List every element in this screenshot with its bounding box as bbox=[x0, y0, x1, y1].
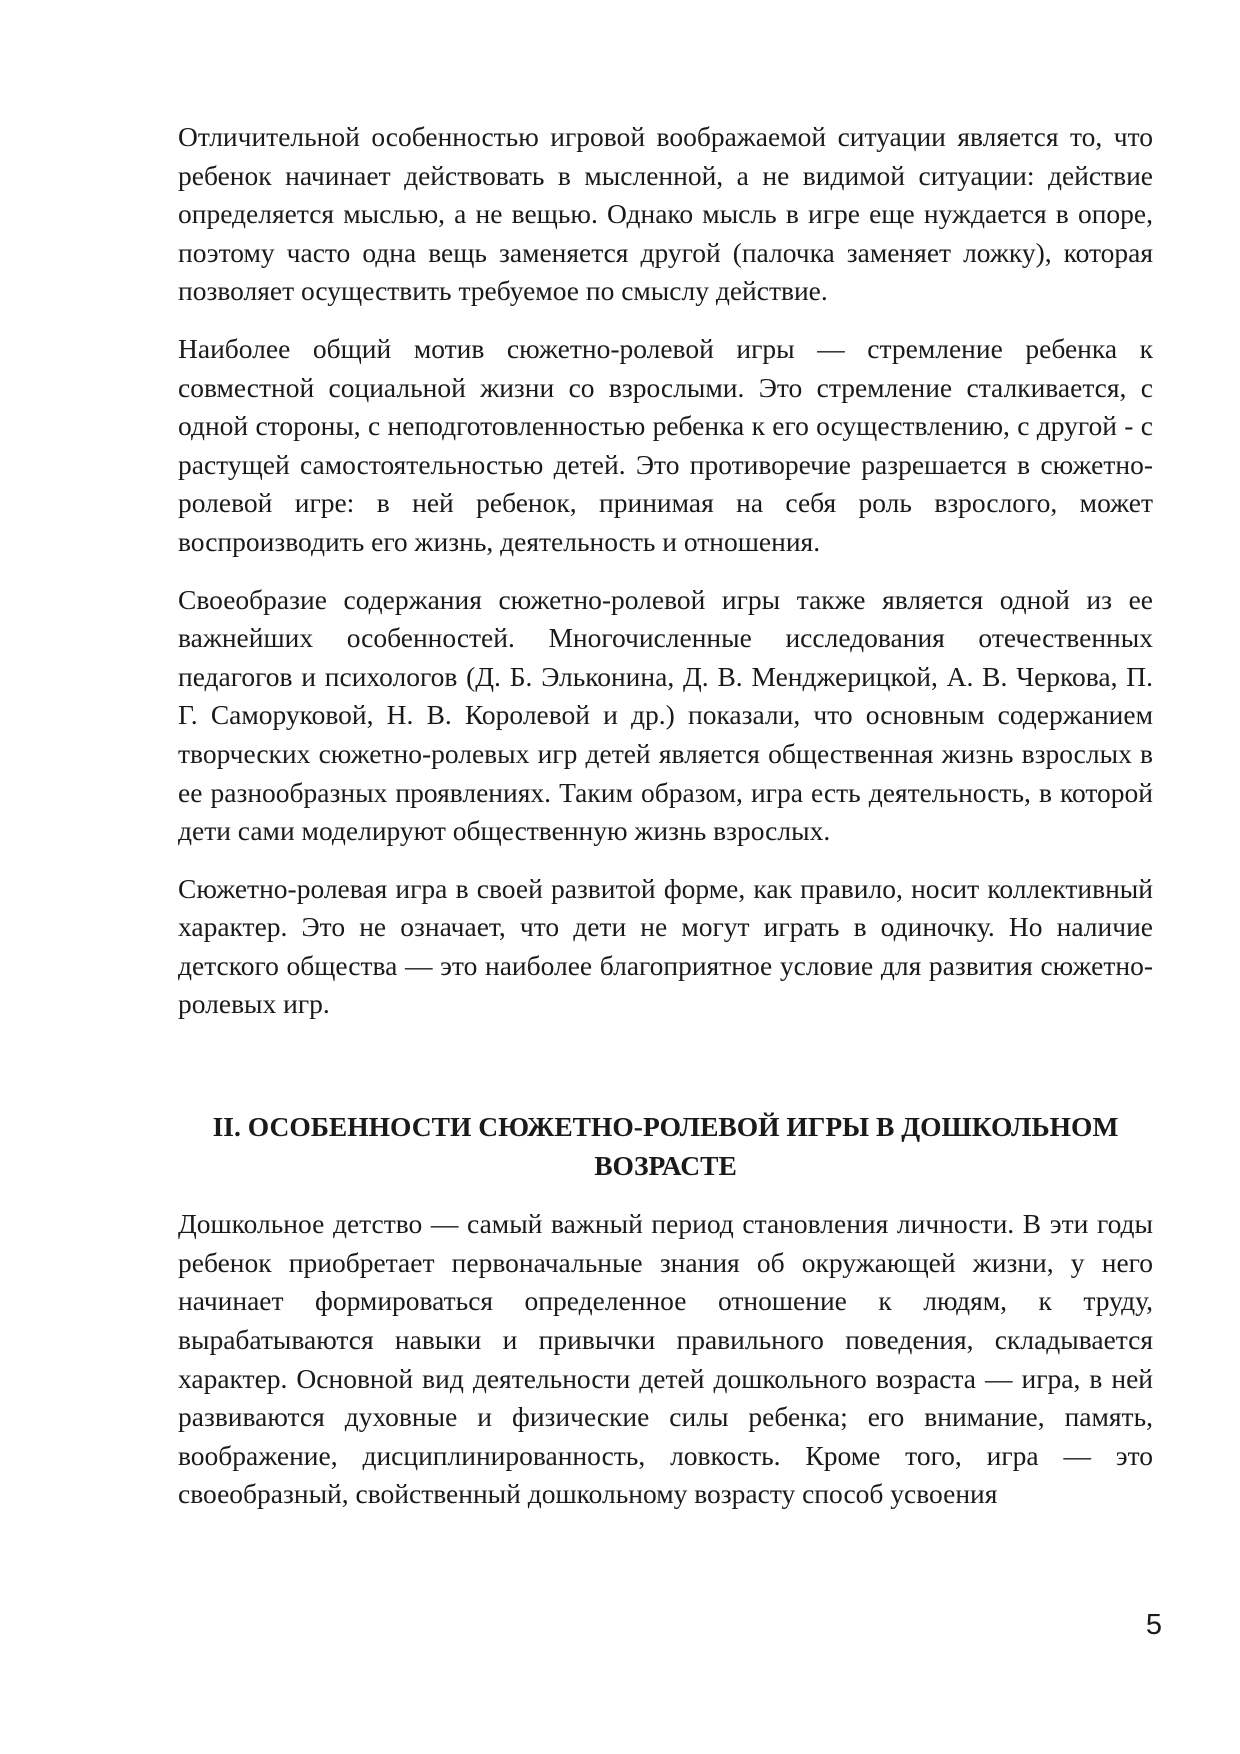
paragraph-collective-character: Сюжетно-ролевая игра в своей развитой форме, как правило, носит коллективный характер. Это не означает, что дети не могут играть в одиночку. Но наличие детского общества — это наиболее благоприятное условие для развития сюжетно-ролевых игр. bbox=[178, 872, 1153, 1020]
paragraph-preschool-childhood: Дошкольное детство — самый важный период становления личности. В эти годы ребенок приобретает первоначальные знания об окружающей жизни, у него начинает формироваться определенное отношение к людям, к труду, вырабатываются навыки и привычки правильного поведения, складывается характер. Основной вид деятельности детей дошкольного возраста — игра, в ней развиваются духовные и физические силы ребенка; его внимание, память, воображение, дисциплинированность, ловкость. Кроме того, игра — это своеобразный, свойственный дошкольному возрасту способ усвоения bbox=[178, 1208, 1153, 1510]
page-content bbox=[178, 118, 1153, 1533]
paragraph-imaginary-situation: Отличительной особенностью игровой воображаемой ситуации является то, что ребенок начинает действовать в мысленной, а не видимой ситуации: действие определяется мыслью, а не вещью. Однако мысль в игре еще нуждается в опоре, поэтому часто одна вещь заменяется другой (палочка заменяет ложку), которая позволяет осуществить требуемое по смыслу действие. bbox=[178, 121, 1153, 307]
section-heading-line-1: II. ОСОБЕННОСТИ СЮЖЕТНО-РОЛЕВОЙ ИГРЫ В ДОШКОЛЬНОМ bbox=[212, 1111, 1119, 1143]
paragraph-role-play-content: Своеобразие содержания сюжетно-ролевой игры также является одной из ее важнейших особенностей. Многочисленные исследования отечественных педагогов и психологов (Д. Б. Эльконина, Д. В. Менджерицкой, А. В. Черкова, П. Г. Саморуковой, Н. В. Королевой и др.) показали, что основным содержанием творческих сюжетно-ролевых игр детей является общественная жизнь взрослых в ее разнообразных проявлениях. Таким образом, игра есть деятельность, в которой дети сами моделируют общественную жизнь взрослых. bbox=[178, 583, 1153, 847]
section-heading bbox=[178, 1108, 1153, 1185]
paragraph-role-play-motive: Наиболее общий мотив сюжетно-ролевой игры — стремление ребенка к совместной социальной жизни со взрослыми. Это стремление сталкивается, с одной стороны, с неподготовленностью ребенка к его осуществлению, с другой - с растущей самостоятельностью детей. Это противоречие разрешается в сюжетно-ролевой игре: в ней ребенок, принимая на себя роль взрослого, может воспроизводить его жизнь, деятельность и отношения. bbox=[178, 332, 1153, 557]
page-number: 5 bbox=[1145, 1609, 1162, 1641]
section-heading-line-2: ВОЗРАСТЕ bbox=[594, 1149, 737, 1181]
